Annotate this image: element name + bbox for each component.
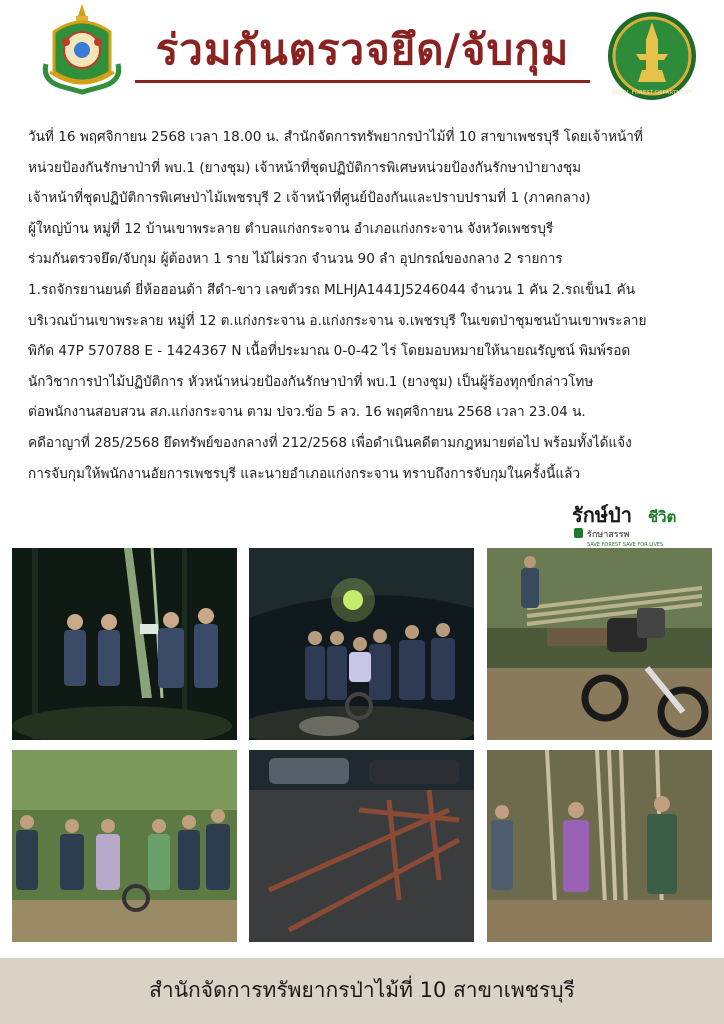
text-line: บริเวณบ้านเขาพระลาย หมู่ที่ 12 ต.แก่งกระจาน อ.แก่งกระจาน จ.เพชรบุรี ในเขตป่าชุมชนบ้านเขาพระลาย	[28, 312, 647, 329]
photo-night-team-forest	[12, 548, 237, 740]
footer-bar	[0, 958, 724, 1024]
photo-seized-cart	[249, 750, 474, 942]
announcement-text	[28, 122, 700, 489]
logo-caption: ROYAL FOREST DEPARTMENT	[612, 90, 692, 96]
footer-text: สำนักจัดการทรัพยากรป่าไม้ที่ 10 สาขาเพชรบุรี	[149, 978, 575, 1002]
text-line: การจับกุมให้พนักงานอัยการเพชรบุรี และนายอำเภอแก่งกระจาน ทราบถึงการจับกุมในครั้งนี้แล้ว	[28, 465, 581, 482]
page-title: ร่วมกันตรวจยึด/จับกุม	[135, 22, 590, 83]
photo-bamboo-grove	[487, 750, 712, 942]
text-line: วันที่ 16 พฤศจิกายน 2568 เวลา 18.00 น. สำนักจัดการทรัพยากรป่าไม้ที่ 10 สาขาเพชรบุรี โดยเจ้าหน้าที่	[28, 129, 643, 145]
slogan-accent: ชีวิต	[648, 508, 677, 526]
photo-day-team-forest	[12, 750, 237, 942]
slogan-english: SAVE FOREST SAVE FOR LIVES	[587, 542, 664, 548]
photo-night-group-motorcycle	[249, 548, 474, 740]
save-forest-slogan-logo	[570, 498, 688, 548]
header	[0, 0, 724, 115]
text-line: ต่อพนักงานสอบสวน สภ.แก่งกระจาน ตาม ปจว.ข้อ 5 ลว. 16 พฤศจิกายน 2568 เวลา 23.04 น.	[28, 404, 586, 421]
text-line: พิกัด 47P 570788 E - 1424367 N เนื้อที่ประมาณ 0-0-42 ไร่ โดยมอบหมายให้นายณรัญชน์ พิมพ์รอด	[28, 343, 631, 360]
text-line: 1.รถจักรยานยนต์ ยี่ห้อฮอนด้า สีดำ-ขาว เลขตัวรถ MLHJA1441J5246044 จำนวน 1 คัน 2.รถเข็น1 คัน	[28, 281, 636, 298]
photo-motorcycle-bamboo-cart	[487, 548, 712, 740]
text-line: ผู้ใหญ่บ้าน หมู่ที่ 12 บ้านเขาพระลาย ตำบลแก่งกระจาน อำเภอแก่งกระจาน จังหวัดเพชรบุรี	[28, 220, 554, 237]
text-line: ร่วมกันตรวจยึด/จับกุม ผู้ต้องหา 1 ราย ไม้ไผ่รวก จำนวน 90 ลำ อุปกรณ์ของกลาง 2 รายการ	[28, 251, 563, 268]
text-line: เจ้าหน้าที่ชุดปฏิบัติการพิเศษป่าไม้เพชรบุรี 2 เจ้าหน้าที่ศูนย์ป้องกันและปราบปรามที่ 1 (ภาคกลาง)	[28, 190, 591, 207]
text-line: นักวิชาการป่าไม้ปฏิบัติการ หัวหน้าหน่วยป้องกันรักษาป่าที่ พบ.1 (ยางชุม) เป็นผู้ร้องทุกข์กล่าวโทษ	[28, 373, 594, 390]
department-emblem-logo	[38, 2, 126, 98]
slogan-main: รักษ์ป่า	[572, 503, 632, 527]
slogan-sub: รักษาสรรพ	[587, 530, 630, 540]
text-line: หน่วยป้องกันรักษาป่าที่ พบ.1 (ยางชุม) เจ้าหน้าที่ชุดปฏิบัติการพิเศษหน่วยป้องกันรักษาป่ายางชุม	[28, 159, 582, 176]
photo-grid	[12, 548, 712, 942]
royal-forest-department-logo	[606, 10, 698, 102]
text-line: คดีอาญาที่ 285/2568 ยึดทรัพย์ของกลางที่ 212/2568 เพื่อดำเนินคดีตามกฎหมายต่อไป พร้อมทั้งได้แจ้ง	[28, 434, 632, 451]
